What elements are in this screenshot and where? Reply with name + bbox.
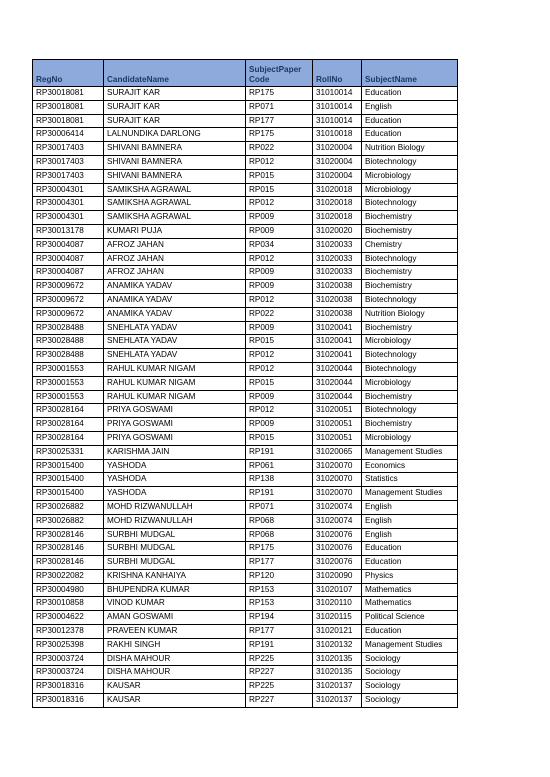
table-row <box>33 611 458 625</box>
table-row <box>33 500 458 514</box>
cell-subject-paper-code: RP012 <box>246 349 313 363</box>
cell-subject-name: Microbiology <box>362 183 458 197</box>
cell-subject-name: Education <box>362 114 458 128</box>
cell-candidate-name: AFROZ JAHAN <box>104 252 246 266</box>
cell-candidate-name: PRAVEEN KUMAR <box>104 625 246 639</box>
cell-candidate-name: SAMIKSHA AGRAWAL <box>104 197 246 211</box>
cell-rollno: 31020004 <box>313 155 362 169</box>
cell-rollno: 31020051 <box>313 404 362 418</box>
cell-regno: RP30018081 <box>33 87 104 101</box>
cell-rollno: 31020135 <box>313 652 362 666</box>
cell-regno: RP30003724 <box>33 666 104 680</box>
cell-subject-paper-code: RP227 <box>246 694 313 708</box>
cell-subject-paper-code: RP012 <box>246 362 313 376</box>
cell-subject-name: Physics <box>362 569 458 583</box>
cell-rollno: 31020090 <box>313 569 362 583</box>
cell-subject-paper-code: RP153 <box>246 583 313 597</box>
cell-candidate-name: SURAJIT KAR <box>104 87 246 101</box>
cell-regno: RP30017403 <box>33 155 104 169</box>
cell-regno: RP30012378 <box>33 625 104 639</box>
cell-candidate-name: RAHUL KUMAR NIGAM <box>104 376 246 390</box>
cell-regno: RP30028488 <box>33 349 104 363</box>
table-row <box>33 280 458 294</box>
table-row <box>33 321 458 335</box>
cell-candidate-name: KUMARI PUJA <box>104 224 246 238</box>
cell-rollno: 31010018 <box>313 128 362 142</box>
cell-subject-paper-code: RP071 <box>246 500 313 514</box>
cell-regno: RP30009672 <box>33 307 104 321</box>
cell-subject-paper-code: RP191 <box>246 445 313 459</box>
cell-rollno: 31020033 <box>313 252 362 266</box>
cell-rollno: 31020004 <box>313 142 362 156</box>
cell-subject-name: Statistics <box>362 473 458 487</box>
cell-regno: RP30022082 <box>33 569 104 583</box>
cell-subject-paper-code: RP009 <box>246 266 313 280</box>
table-row <box>33 114 458 128</box>
table-row <box>33 390 458 404</box>
cell-rollno: 31020044 <box>313 376 362 390</box>
cell-candidate-name: SHIVANI BAMNERA <box>104 155 246 169</box>
cell-subject-name: Management Studies <box>362 445 458 459</box>
cell-subject-name: English <box>362 500 458 514</box>
table-row <box>33 197 458 211</box>
cell-subject-name: Biotechnology <box>362 404 458 418</box>
cell-regno: RP30004087 <box>33 252 104 266</box>
table-row <box>33 87 458 101</box>
cell-rollno: 31020038 <box>313 280 362 294</box>
cell-candidate-name: LALNUNDIKA DARLONG <box>104 128 246 142</box>
table-row <box>33 307 458 321</box>
cell-candidate-name: KARISHMA JAIN <box>104 445 246 459</box>
cell-regno: RP30028146 <box>33 528 104 542</box>
cell-regno: RP30004087 <box>33 266 104 280</box>
table-row <box>33 376 458 390</box>
table-row <box>33 583 458 597</box>
cell-regno: RP30004087 <box>33 238 104 252</box>
cell-subject-name: Education <box>362 556 458 570</box>
cell-subject-name: Education <box>362 542 458 556</box>
cell-rollno: 31020038 <box>313 307 362 321</box>
table-row <box>33 569 458 583</box>
cell-regno: RP30003724 <box>33 652 104 666</box>
table-row <box>33 542 458 556</box>
cell-subject-paper-code: RP071 <box>246 100 313 114</box>
cell-regno: RP30015400 <box>33 459 104 473</box>
header-subject-paper-line2: Code <box>249 75 270 84</box>
cell-subject-paper-code: RP015 <box>246 431 313 445</box>
header-subject-paper-code <box>246 60 313 87</box>
cell-subject-name: Biotechnology <box>362 349 458 363</box>
cell-regno: RP30001553 <box>33 376 104 390</box>
cell-subject-name: Biochemistry <box>362 390 458 404</box>
cell-subject-name: Political Science <box>362 611 458 625</box>
cell-subject-paper-code: RP068 <box>246 514 313 528</box>
cell-rollno: 31020044 <box>313 390 362 404</box>
cell-subject-paper-code: RP194 <box>246 611 313 625</box>
cell-candidate-name: MOHD RIZWANULLAH <box>104 514 246 528</box>
cell-subject-paper-code: RP015 <box>246 169 313 183</box>
cell-rollno: 31020018 <box>313 211 362 225</box>
cell-subject-paper-code: RP015 <box>246 183 313 197</box>
cell-subject-name: Biochemistry <box>362 280 458 294</box>
cell-subject-paper-code: RP009 <box>246 390 313 404</box>
cell-candidate-name: PRIYA GOSWAMI <box>104 418 246 432</box>
cell-rollno: 31020135 <box>313 666 362 680</box>
cell-candidate-name: SAMIKSHA AGRAWAL <box>104 211 246 225</box>
cell-subject-name: Sociology <box>362 652 458 666</box>
cell-regno: RP30015400 <box>33 473 104 487</box>
header-subject-paper-line1: SubjectPaper <box>249 65 302 74</box>
cell-subject-name: Education <box>362 128 458 142</box>
header-regno: RegNo <box>33 60 104 87</box>
cell-subject-paper-code: RP022 <box>246 142 313 156</box>
cell-subject-paper-code: RP177 <box>246 114 313 128</box>
table-row <box>33 142 458 156</box>
table-row <box>33 680 458 694</box>
table-row <box>33 155 458 169</box>
cell-subject-paper-code: RP225 <box>246 680 313 694</box>
cell-rollno: 31010014 <box>313 87 362 101</box>
cell-rollno: 31020041 <box>313 349 362 363</box>
cell-subject-name: Sociology <box>362 694 458 708</box>
cell-candidate-name: SNEHLATA YADAV <box>104 349 246 363</box>
cell-subject-paper-code: RP068 <box>246 528 313 542</box>
cell-regno: RP30004301 <box>33 183 104 197</box>
cell-subject-paper-code: RP061 <box>246 459 313 473</box>
cell-rollno: 31020020 <box>313 224 362 238</box>
cell-regno: RP30004980 <box>33 583 104 597</box>
cell-subject-name: Sociology <box>362 680 458 694</box>
cell-rollno: 31010014 <box>313 114 362 128</box>
cell-subject-paper-code: RP012 <box>246 197 313 211</box>
cell-subject-name: Sociology <box>362 666 458 680</box>
cell-regno: RP30025398 <box>33 638 104 652</box>
cell-subject-name: Biochemistry <box>362 418 458 432</box>
cell-subject-name: Management Studies <box>362 487 458 501</box>
cell-rollno: 31020070 <box>313 487 362 501</box>
cell-candidate-name: PRIYA GOSWAMI <box>104 404 246 418</box>
cell-subject-name: Microbiology <box>362 376 458 390</box>
cell-rollno: 31020076 <box>313 528 362 542</box>
cell-subject-paper-code: RP227 <box>246 666 313 680</box>
cell-subject-paper-code: RP191 <box>246 638 313 652</box>
cell-regno: RP30028488 <box>33 335 104 349</box>
cell-candidate-name: BHUPENDRA KUMAR <box>104 583 246 597</box>
cell-rollno: 31020051 <box>313 418 362 432</box>
cell-subject-name: Biochemistry <box>362 321 458 335</box>
table-row <box>33 445 458 459</box>
cell-candidate-name: AFROZ JAHAN <box>104 238 246 252</box>
cell-rollno: 31020051 <box>313 431 362 445</box>
cell-subject-name: Biotechnology <box>362 293 458 307</box>
cell-subject-paper-code: RP012 <box>246 252 313 266</box>
cell-candidate-name: KAUSAR <box>104 694 246 708</box>
cell-rollno: 31020137 <box>313 680 362 694</box>
cell-candidate-name: ANAMIKA YADAV <box>104 293 246 307</box>
cell-regno: RP30004622 <box>33 611 104 625</box>
table-row <box>33 335 458 349</box>
cell-rollno: 31020121 <box>313 625 362 639</box>
table-row <box>33 514 458 528</box>
cell-regno: RP30028488 <box>33 321 104 335</box>
cell-regno: RP30028164 <box>33 431 104 445</box>
cell-candidate-name: VINOD KUMAR <box>104 597 246 611</box>
table-row <box>33 252 458 266</box>
cell-candidate-name: RAHUL KUMAR NIGAM <box>104 390 246 404</box>
cell-regno: RP30028164 <box>33 418 104 432</box>
cell-subject-paper-code: RP012 <box>246 155 313 169</box>
cell-subject-name: Biochemistry <box>362 224 458 238</box>
cell-subject-name: Education <box>362 625 458 639</box>
cell-subject-paper-code: RP009 <box>246 211 313 225</box>
cell-rollno: 31020018 <box>313 183 362 197</box>
cell-candidate-name: YASHODA <box>104 459 246 473</box>
cell-regno: RP30004301 <box>33 211 104 225</box>
cell-regno: RP30006414 <box>33 128 104 142</box>
header-candidate-name: CandidateName <box>104 60 246 87</box>
header-subject-name: SubjectName <box>362 60 458 87</box>
table-row <box>33 487 458 501</box>
cell-rollno: 31020074 <box>313 514 362 528</box>
cell-regno: RP30025331 <box>33 445 104 459</box>
cell-rollno: 31020033 <box>313 238 362 252</box>
cell-regno: RP30026882 <box>33 514 104 528</box>
cell-candidate-name: ANAMIKA YADAV <box>104 307 246 321</box>
cell-rollno: 31020018 <box>313 197 362 211</box>
table-row <box>33 528 458 542</box>
cell-candidate-name: DISHA MAHOUR <box>104 652 246 666</box>
cell-candidate-name: SURAJIT KAR <box>104 114 246 128</box>
cell-subject-name: Biotechnology <box>362 197 458 211</box>
cell-subject-paper-code: RP175 <box>246 128 313 142</box>
table-row <box>33 556 458 570</box>
cell-candidate-name: RAHUL KUMAR NIGAM <box>104 362 246 376</box>
table-row <box>33 418 458 432</box>
cell-rollno: 31020044 <box>313 362 362 376</box>
cell-subject-name: Economics <box>362 459 458 473</box>
cell-regno: RP30015400 <box>33 487 104 501</box>
cell-candidate-name: SHIVANI BAMNERA <box>104 169 246 183</box>
cell-regno: RP30028146 <box>33 556 104 570</box>
cell-candidate-name: YASHODA <box>104 487 246 501</box>
cell-candidate-name: KRISHNA KANHAIYA <box>104 569 246 583</box>
cell-candidate-name: DISHA MAHOUR <box>104 666 246 680</box>
table-row <box>33 625 458 639</box>
cell-rollno: 31020038 <box>313 293 362 307</box>
table-row <box>33 100 458 114</box>
cell-subject-paper-code: RP138 <box>246 473 313 487</box>
cell-regno: RP30013178 <box>33 224 104 238</box>
cell-candidate-name: SURBHI MUDGAL <box>104 556 246 570</box>
table-row <box>33 473 458 487</box>
cell-subject-name: English <box>362 528 458 542</box>
cell-subject-paper-code: RP225 <box>246 652 313 666</box>
cell-subject-name: Biochemistry <box>362 266 458 280</box>
cell-rollno: 31020137 <box>313 694 362 708</box>
cell-candidate-name: PRIYA GOSWAMI <box>104 431 246 445</box>
cell-candidate-name: ANAMIKA YADAV <box>104 280 246 294</box>
table-row <box>33 638 458 652</box>
cell-subject-paper-code: RP012 <box>246 404 313 418</box>
cell-regno: RP30017403 <box>33 169 104 183</box>
table-row <box>33 266 458 280</box>
table-row <box>33 666 458 680</box>
cell-subject-paper-code: RP022 <box>246 307 313 321</box>
cell-rollno: 31020076 <box>313 542 362 556</box>
table-row <box>33 597 458 611</box>
cell-rollno: 31020110 <box>313 597 362 611</box>
cell-subject-paper-code: RP015 <box>246 376 313 390</box>
table-header <box>33 60 458 87</box>
cell-regno: RP30010858 <box>33 597 104 611</box>
cell-regno: RP30018316 <box>33 694 104 708</box>
cell-regno: RP30018081 <box>33 114 104 128</box>
table-row <box>33 224 458 238</box>
cell-candidate-name: AMAN GOSWAMI <box>104 611 246 625</box>
cell-subject-paper-code: RP009 <box>246 224 313 238</box>
table-row <box>33 459 458 473</box>
cell-regno: RP30009672 <box>33 280 104 294</box>
table-row <box>33 362 458 376</box>
cell-candidate-name: SAMIKSHA AGRAWAL <box>104 183 246 197</box>
cell-rollno: 31020041 <box>313 321 362 335</box>
cell-rollno: 31020070 <box>313 459 362 473</box>
cell-subject-name: Nutrition Biology <box>362 142 458 156</box>
cell-regno: RP30018316 <box>33 680 104 694</box>
table-row <box>33 183 458 197</box>
header-rollno: RollNo <box>313 60 362 87</box>
cell-subject-name: English <box>362 514 458 528</box>
cell-rollno: 31020132 <box>313 638 362 652</box>
cell-regno: RP30009672 <box>33 293 104 307</box>
cell-subject-name: Biotechnology <box>362 252 458 266</box>
cell-rollno: 31020107 <box>313 583 362 597</box>
cell-subject-name: Microbiology <box>362 169 458 183</box>
table-body <box>33 87 458 708</box>
cell-regno: RP30028146 <box>33 542 104 556</box>
cell-subject-paper-code: RP177 <box>246 556 313 570</box>
cell-subject-name: Chemistry <box>362 238 458 252</box>
cell-regno: RP30028164 <box>33 404 104 418</box>
cell-candidate-name: SHIVANI BAMNERA <box>104 142 246 156</box>
cell-rollno: 31020033 <box>313 266 362 280</box>
cell-rollno: 31020070 <box>313 473 362 487</box>
cell-subject-name: Nutrition Biology <box>362 307 458 321</box>
cell-candidate-name: RAKHI SINGH <box>104 638 246 652</box>
cell-subject-paper-code: RP009 <box>246 418 313 432</box>
cell-subject-paper-code: RP015 <box>246 335 313 349</box>
cell-candidate-name: MOHD RIZWANULLAH <box>104 500 246 514</box>
table-row <box>33 128 458 142</box>
cell-rollno: 31020065 <box>313 445 362 459</box>
cell-subject-name: Management Studies <box>362 638 458 652</box>
cell-rollno: 31020074 <box>313 500 362 514</box>
cell-subject-name: Biotechnology <box>362 362 458 376</box>
table-row <box>33 169 458 183</box>
cell-rollno: 31020076 <box>313 556 362 570</box>
cell-candidate-name: SNEHLATA YADAV <box>104 321 246 335</box>
cell-regno: RP30017403 <box>33 142 104 156</box>
cell-rollno: 31020041 <box>313 335 362 349</box>
cell-rollno: 31010014 <box>313 100 362 114</box>
cell-subject-paper-code: RP009 <box>246 280 313 294</box>
cell-candidate-name: SURAJIT KAR <box>104 100 246 114</box>
table-row <box>33 431 458 445</box>
cell-candidate-name: KAUSAR <box>104 680 246 694</box>
cell-rollno: 31020004 <box>313 169 362 183</box>
table-row <box>33 404 458 418</box>
cell-subject-name: Mathematics <box>362 597 458 611</box>
cell-regno: RP30001553 <box>33 362 104 376</box>
candidate-table <box>32 59 458 708</box>
table-row <box>33 238 458 252</box>
cell-subject-name: Biotechnology <box>362 155 458 169</box>
cell-subject-name: Microbiology <box>362 431 458 445</box>
cell-candidate-name: SNEHLATA YADAV <box>104 335 246 349</box>
cell-subject-name: Biochemistry <box>362 211 458 225</box>
cell-regno: RP30026882 <box>33 500 104 514</box>
cell-subject-paper-code: RP153 <box>246 597 313 611</box>
cell-subject-paper-code: RP177 <box>246 625 313 639</box>
cell-candidate-name: SURBHI MUDGAL <box>104 542 246 556</box>
header-row <box>33 60 458 87</box>
cell-rollno: 31020115 <box>313 611 362 625</box>
cell-subject-paper-code: RP191 <box>246 487 313 501</box>
table-row <box>33 694 458 708</box>
cell-subject-name: Mathematics <box>362 583 458 597</box>
table-row <box>33 211 458 225</box>
table-row <box>33 652 458 666</box>
cell-candidate-name: YASHODA <box>104 473 246 487</box>
cell-subject-paper-code: RP175 <box>246 542 313 556</box>
cell-subject-name: Microbiology <box>362 335 458 349</box>
cell-subject-name: English <box>362 100 458 114</box>
cell-subject-paper-code: RP012 <box>246 293 313 307</box>
cell-regno: RP30004301 <box>33 197 104 211</box>
cell-regno: RP30018081 <box>33 100 104 114</box>
cell-regno: RP30001553 <box>33 390 104 404</box>
cell-subject-name: Education <box>362 87 458 101</box>
cell-candidate-name: SURBHI MUDGAL <box>104 528 246 542</box>
cell-subject-paper-code: RP175 <box>246 87 313 101</box>
cell-subject-paper-code: RP009 <box>246 321 313 335</box>
cell-candidate-name: AFROZ JAHAN <box>104 266 246 280</box>
cell-subject-paper-code: RP034 <box>246 238 313 252</box>
table-row <box>33 293 458 307</box>
table-row <box>33 349 458 363</box>
cell-subject-paper-code: RP120 <box>246 569 313 583</box>
